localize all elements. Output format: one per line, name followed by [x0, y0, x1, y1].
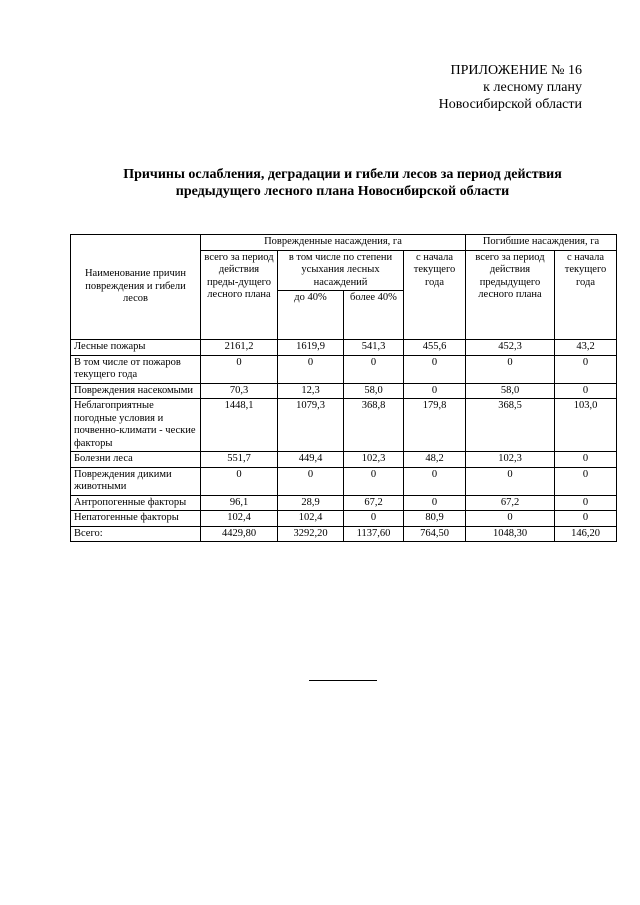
document-title [70, 166, 615, 200]
row-value-v5: 67,2 [466, 495, 555, 511]
row-value-v6: 0 [555, 495, 617, 511]
row-value-v2: 3292,20 [278, 526, 344, 542]
row-reason: Повреждения дикими животными [71, 467, 201, 495]
row-value-v3: 541,3 [344, 340, 404, 356]
row-value-v6: 43,2 [555, 340, 617, 356]
row-value-v4: 764,50 [404, 526, 466, 542]
row-value-v2: 449,4 [278, 452, 344, 468]
forest-damage-table [70, 234, 617, 542]
row-reason: Лесные пожары [71, 340, 201, 356]
row-value-v3: 1137,60 [344, 526, 404, 542]
table-row [71, 526, 617, 542]
row-value-v5: 0 [466, 467, 555, 495]
row-reason: Всего: [71, 526, 201, 542]
row-value-v2: 0 [278, 467, 344, 495]
table-row [71, 467, 617, 495]
table-row [71, 383, 617, 399]
row-value-v2: 12,3 [278, 383, 344, 399]
row-value-v2: 0 [278, 355, 344, 383]
row-value-v6: 0 [555, 383, 617, 399]
row-value-v4: 0 [404, 467, 466, 495]
appendix-region: Новосибирской области [438, 97, 582, 112]
row-value-v6: 0 [555, 355, 617, 383]
row-value-v2: 28,9 [278, 495, 344, 511]
row-value-v4: 179,8 [404, 399, 466, 452]
row-value-v3: 58,0 [344, 383, 404, 399]
header-upto40: до 40% [278, 291, 344, 340]
row-value-v2: 1619,9 [278, 340, 344, 356]
header-incl-group: в том числе по степени усыхания лесных насаждений [278, 250, 404, 291]
header-damaged-group: Поврежденные насаждения, га [201, 235, 466, 251]
row-value-v5: 1048,30 [466, 526, 555, 542]
row-reason: Болезни леса [71, 452, 201, 468]
header-over40: более 40% [344, 291, 404, 340]
row-value-v1: 551,7 [201, 452, 278, 468]
row-value-v6: 0 [555, 467, 617, 495]
table-row [71, 399, 617, 452]
row-value-v3: 368,8 [344, 399, 404, 452]
row-reason: В том числе от пожаров текущего года [71, 355, 201, 383]
row-value-v5: 368,5 [466, 399, 555, 452]
row-reason: Антропогенные факторы [71, 495, 201, 511]
row-value-v4: 0 [404, 495, 466, 511]
row-value-v4: 0 [404, 383, 466, 399]
row-value-v1: 0 [201, 355, 278, 383]
row-value-v5: 0 [466, 355, 555, 383]
row-value-v2: 102,4 [278, 511, 344, 527]
row-value-v5: 58,0 [466, 383, 555, 399]
table-row [71, 355, 617, 383]
table-row [71, 495, 617, 511]
appendix-ref: к лесному плану [483, 80, 582, 95]
title-line-2: предыдущего лесного плана Новосибирской области [175, 184, 510, 199]
header-dead-group: Погибшие насаждения, га [466, 235, 617, 251]
closing-rule [309, 680, 377, 681]
row-value-v3: 67,2 [344, 495, 404, 511]
row-value-v1: 102,4 [201, 511, 278, 527]
appendix-header [439, 62, 582, 113]
row-reason: Неблагоприятные погодные условия и почвенно-климати - ческие факторы [71, 399, 201, 452]
row-value-v1: 2161,2 [201, 340, 278, 356]
row-value-v2: 1079,3 [278, 399, 344, 452]
header-damaged-current: с начала текущего года [404, 250, 466, 340]
row-value-v3: 0 [344, 511, 404, 527]
header-damaged-total: всего за период действия преды-дущего лесного плана [201, 250, 278, 340]
row-value-v5: 0 [466, 511, 555, 527]
row-value-v4: 455,6 [404, 340, 466, 356]
row-value-v3: 0 [344, 355, 404, 383]
row-value-v5: 452,3 [466, 340, 555, 356]
appendix-number: ПРИЛОЖЕНИЕ № 16 [450, 63, 582, 78]
table-row [71, 452, 617, 468]
row-value-v6: 103,0 [555, 399, 617, 452]
header-row-1 [71, 235, 617, 251]
row-value-v6: 146,20 [555, 526, 617, 542]
row-value-v4: 0 [404, 355, 466, 383]
row-value-v1: 96,1 [201, 495, 278, 511]
row-reason: Повреждения насекомыми [71, 383, 201, 399]
row-value-v1: 1448,1 [201, 399, 278, 452]
row-value-v6: 0 [555, 452, 617, 468]
row-value-v3: 0 [344, 467, 404, 495]
header-dead-total: всего за период действия предыдущего лесного плана [466, 250, 555, 340]
row-reason: Непатогенные факторы [71, 511, 201, 527]
header-dead-current: с начала текущего года [555, 250, 617, 340]
row-value-v5: 102,3 [466, 452, 555, 468]
row-value-v1: 0 [201, 467, 278, 495]
row-value-v1: 4429,80 [201, 526, 278, 542]
row-value-v6: 0 [555, 511, 617, 527]
table-row [71, 511, 617, 527]
title-line-1: Причины ослабления, деградации и гибели лесов за период действия [123, 167, 562, 182]
row-value-v4: 80,9 [404, 511, 466, 527]
table-row [71, 340, 617, 356]
row-value-v1: 70,3 [201, 383, 278, 399]
row-value-v3: 102,3 [344, 452, 404, 468]
header-reason: Наименование причин повреждения и гибели лесов [71, 235, 201, 340]
row-value-v4: 48,2 [404, 452, 466, 468]
